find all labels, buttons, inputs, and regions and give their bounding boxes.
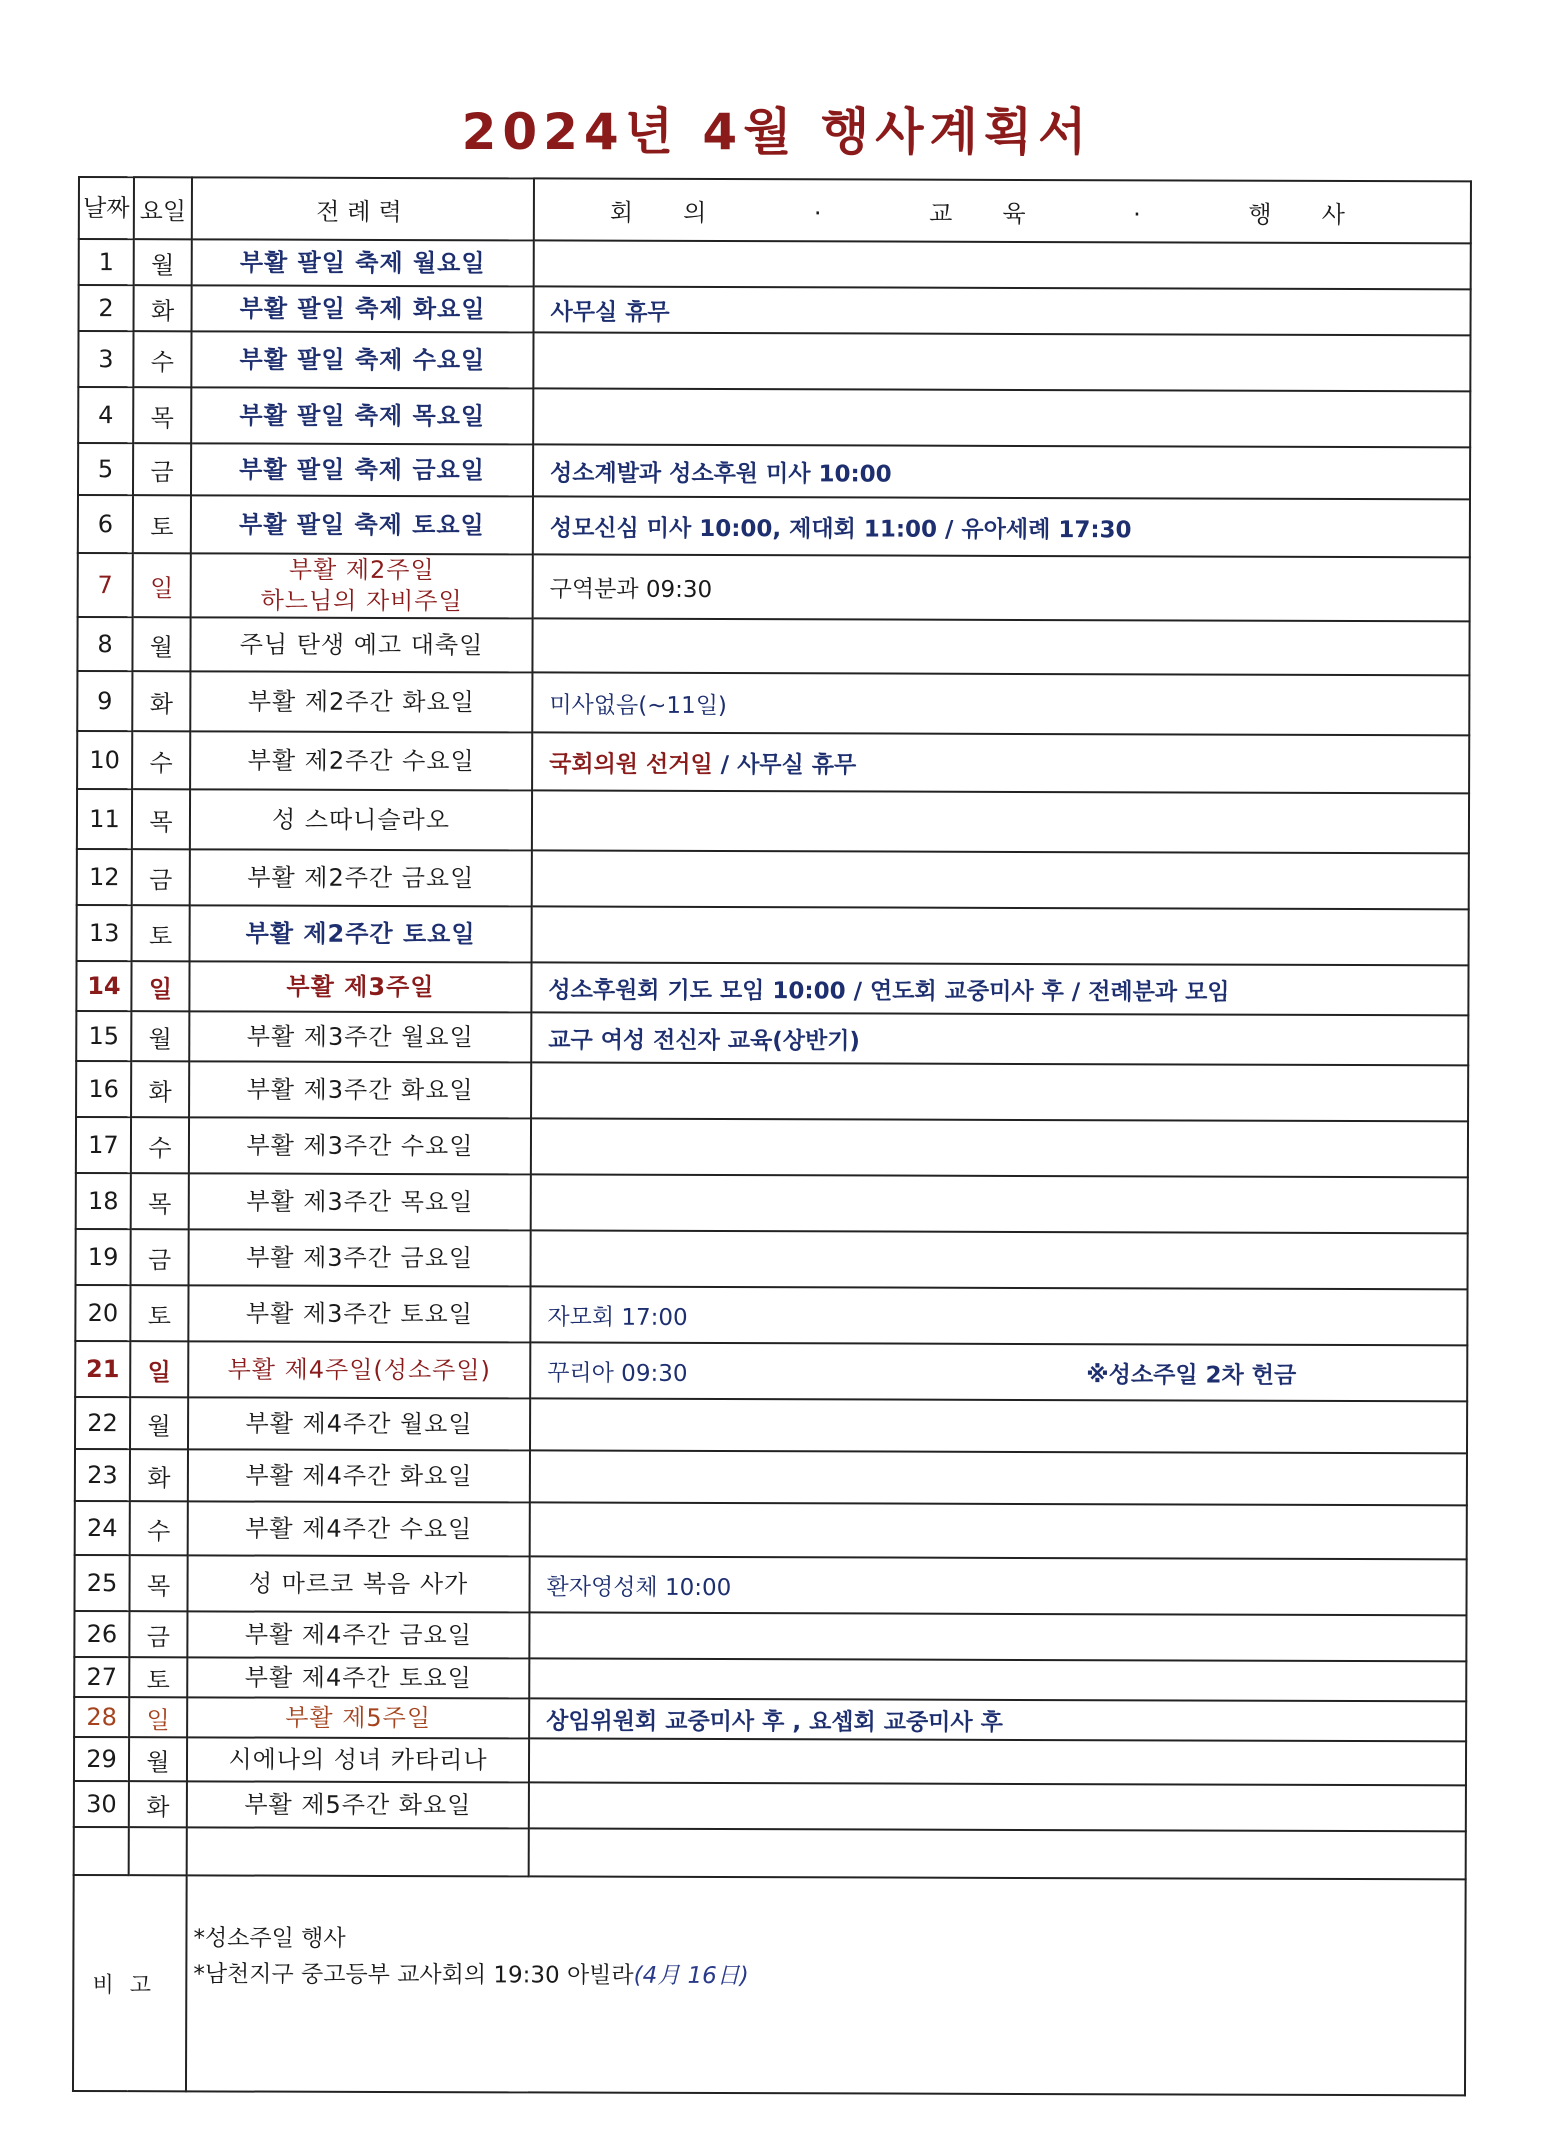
cell-date: 9 <box>77 671 132 731</box>
liturgy-line: 시에나의 성녀 카타리나 <box>228 1744 488 1774</box>
event-text: 성소계발과 성소후원 미사 10:00 <box>550 459 892 488</box>
table-row <box>74 1611 1466 1661</box>
liturgy-line: 부활 제2주간 화요일 <box>247 687 475 716</box>
cell-events <box>529 1556 1466 1615</box>
event-text: 구역분과 09:30 <box>549 575 713 603</box>
table-row <box>77 905 1469 965</box>
table-row <box>78 495 1470 557</box>
cell-events <box>530 1502 1467 1559</box>
liturgy-line: 부활 제2주간 수요일 <box>247 746 475 775</box>
cell-date: 14 <box>76 961 131 1011</box>
cell-weekday: 화 <box>130 1449 188 1501</box>
cell-weekday: 일 <box>129 1697 187 1737</box>
cell-weekday: 목 <box>132 789 190 849</box>
liturgy-line: 부활 팔일 축제 금요일 <box>239 455 485 484</box>
table-row <box>74 1827 1466 1879</box>
cell-weekday: 수 <box>131 1117 189 1173</box>
event-text: 성모신심 미사 10:00, 제대회 11:00 / 유아세례 17:30 <box>549 514 1132 543</box>
table-row <box>76 1117 1468 1177</box>
page-title: 2024년 4월 행사계획서 <box>461 103 1093 161</box>
cell-date: 18 <box>76 1173 131 1229</box>
liturgy-line: 부활 팔일 축제 월요일 <box>239 248 486 277</box>
cell-date: 20 <box>75 1285 130 1341</box>
cell-liturgy <box>187 1555 529 1612</box>
cell-liturgy <box>187 1827 529 1876</box>
cell-date: 8 <box>77 617 132 671</box>
event-text: 꾸리아 09:30 <box>547 1359 688 1387</box>
cell-date: 15 <box>76 1011 131 1061</box>
cell-date: 12 <box>77 849 132 905</box>
liturgy-line: 성 스따니슬라오 <box>271 805 450 834</box>
header-row <box>79 177 1471 243</box>
cell-events <box>530 1342 1467 1401</box>
cell-liturgy <box>190 731 532 790</box>
header-events: 회의 · 교육 · 행사 <box>534 178 1471 243</box>
cell-liturgy <box>191 331 533 388</box>
notes-content <box>186 1875 1466 2095</box>
table-row <box>76 1173 1468 1233</box>
cell-date: 6 <box>78 495 133 553</box>
cell-events <box>534 286 1471 335</box>
liturgy-line: 부활 제2주간 토요일 <box>245 919 476 948</box>
cell-weekday: 월 <box>131 1011 189 1061</box>
liturgy-line <box>188 1851 528 1852</box>
cell-weekday: 월 <box>130 1397 188 1449</box>
cell-liturgy <box>188 1449 530 1502</box>
table-row <box>77 789 1469 853</box>
cell-date: 5 <box>78 443 133 495</box>
event-text: 자모회 17:00 <box>547 1303 688 1331</box>
cell-events <box>532 790 1469 853</box>
cell-date: 21 <box>75 1341 130 1397</box>
cell-weekday: 일 <box>131 961 189 1011</box>
cell-events <box>532 618 1469 675</box>
cell-date: 22 <box>75 1397 130 1449</box>
liturgy-line: 부활 팔일 축제 화요일 <box>239 294 486 323</box>
cell-events <box>532 732 1469 793</box>
cell-liturgy <box>189 1229 531 1286</box>
cell-weekday: 화 <box>129 1781 187 1827</box>
table-row <box>78 387 1470 447</box>
cell-date: 1 <box>79 239 134 285</box>
header-liturgy: 전례력 <box>192 177 534 240</box>
liturgy-line: 부활 제3주일 <box>286 972 435 1001</box>
cell-events <box>529 1828 1466 1879</box>
event-text: 환자영성체 10:00 <box>546 1573 732 1601</box>
cell-liturgy <box>188 1397 530 1450</box>
cell-date: 29 <box>74 1737 129 1781</box>
cell-weekday: 토 <box>130 1285 188 1341</box>
cell-date <box>74 1827 129 1875</box>
notes-row <box>73 1875 1466 2095</box>
cell-weekday: 금 <box>131 1229 189 1285</box>
cell-date: 26 <box>74 1611 129 1657</box>
table-row <box>76 961 1468 1015</box>
cell-events <box>531 1118 1468 1177</box>
table-row <box>77 731 1469 793</box>
liturgy-line: 부활 제5주간 화요일 <box>244 1790 472 1819</box>
table-row <box>77 617 1469 675</box>
liturgy-line: 성 마르코 복음 사가 <box>248 1569 469 1598</box>
table-row <box>77 849 1469 909</box>
cell-weekday: 토 <box>132 905 190 961</box>
cell-liturgy <box>188 1285 530 1342</box>
cell-liturgy <box>190 617 532 672</box>
cell-weekday: 토 <box>129 1657 187 1697</box>
liturgy-line: 부활 제3주간 화요일 <box>246 1075 474 1104</box>
table-row <box>79 239 1471 289</box>
event-note-right: ※성소주일 2차 헌금 <box>1086 1361 1297 1389</box>
cell-date: 13 <box>77 905 132 961</box>
cell-weekday: 수 <box>133 331 191 387</box>
cell-events <box>529 1782 1466 1831</box>
cell-weekday: 월 <box>129 1737 187 1781</box>
liturgy-line-2: 하느님의 자비주일 <box>260 586 463 616</box>
cell-date: 3 <box>78 331 133 387</box>
cell-weekday: 목 <box>133 387 191 443</box>
table-row <box>74 1781 1466 1831</box>
liturgy-line: 부활 제4주간 토요일 <box>244 1663 472 1692</box>
cell-weekday: 월 <box>134 239 192 285</box>
cell-weekday: 금 <box>129 1611 187 1657</box>
cell-liturgy <box>191 387 533 444</box>
cell-date: 25 <box>74 1555 129 1611</box>
cell-events <box>530 1286 1467 1345</box>
table-row <box>79 285 1471 335</box>
table-row <box>78 553 1470 621</box>
event-text: 교구 여성 전신자 교육(상반기) <box>548 1026 860 1054</box>
cell-events <box>529 1612 1466 1661</box>
table-row <box>77 671 1469 735</box>
event-text: 국회의원 선거일 <box>549 750 713 778</box>
cell-events <box>532 850 1469 909</box>
table-row <box>75 1397 1467 1453</box>
cell-events <box>529 1658 1466 1701</box>
liturgy-line: 부활 제2주간 금요일 <box>247 863 475 892</box>
liturgy-line: 부활 제5주일 <box>285 1703 432 1732</box>
notes-label: 비고 <box>73 1875 187 2091</box>
note-line-2-handwritten: (4月 16日) <box>633 1962 749 1990</box>
cell-events <box>533 444 1470 499</box>
cell-date: 16 <box>76 1061 131 1117</box>
cell-weekday: 일 <box>130 1341 188 1397</box>
cell-liturgy <box>187 1697 529 1738</box>
cell-liturgy <box>191 443 533 496</box>
cell-liturgy <box>187 1781 529 1828</box>
table-row <box>76 1061 1468 1121</box>
cell-events <box>531 1230 1468 1289</box>
cell-date: 28 <box>74 1697 129 1737</box>
cell-liturgy <box>188 1341 530 1398</box>
cell-liturgy <box>189 1117 531 1174</box>
event-text: 상임위원회 교중미사 후 , 요셉회 교중미사 후 <box>546 1707 1003 1736</box>
table-row <box>75 1449 1467 1505</box>
cell-date: 7 <box>78 553 133 617</box>
table-row <box>75 1341 1467 1401</box>
cell-liturgy <box>192 285 534 332</box>
table-row <box>74 1697 1466 1741</box>
liturgy-line: 부활 제2주일 <box>288 555 435 585</box>
cell-weekday: 금 <box>133 443 191 495</box>
liturgy-line: 부활 팔일 축제 수요일 <box>239 345 486 374</box>
header-date: 날짜 <box>79 177 134 239</box>
cell-liturgy <box>191 495 533 554</box>
cell-weekday: 월 <box>132 617 190 671</box>
cell-weekday: 화 <box>131 1061 189 1117</box>
cell-events <box>531 962 1468 1015</box>
cell-liturgy <box>189 1173 531 1230</box>
table-row <box>74 1555 1466 1615</box>
cell-events <box>532 672 1469 735</box>
cell-liturgy <box>192 239 534 286</box>
table-row <box>74 1657 1466 1701</box>
cell-weekday: 일 <box>133 553 191 617</box>
note-line-2-text: *남천지구 중고등부 교사회의 19:30 아빌라 <box>193 1961 634 1989</box>
liturgy-line: 부활 제3주간 토요일 <box>245 1299 473 1328</box>
header-dow: 요일 <box>134 177 192 239</box>
cell-events <box>531 1062 1468 1121</box>
cell-date: 2 <box>79 285 134 331</box>
cell-date: 17 <box>76 1117 131 1173</box>
liturgy-line: 부활 제4주일(성소주일) <box>227 1354 491 1384</box>
cell-liturgy <box>191 553 533 618</box>
cell-liturgy <box>187 1737 529 1782</box>
liturgy-line: 부활 제3주간 월요일 <box>246 1022 474 1051</box>
table-row <box>75 1285 1467 1345</box>
cell-date: 19 <box>76 1229 131 1285</box>
event-text: 사무실 휴무 <box>550 298 670 326</box>
cell-events <box>532 906 1469 965</box>
cell-events <box>529 1698 1466 1741</box>
cell-events <box>534 240 1471 289</box>
cell-events <box>530 1450 1467 1505</box>
cell-liturgy <box>190 849 532 906</box>
event-text-extra: / 사무실 휴무 <box>712 751 857 778</box>
cell-events <box>533 554 1470 621</box>
note-line-2 <box>193 1956 1464 1996</box>
cell-weekday: 수 <box>132 731 190 789</box>
cell-liturgy <box>189 1011 531 1062</box>
liturgy-line: 부활 제3주간 목요일 <box>246 1187 474 1216</box>
cell-liturgy <box>190 789 532 850</box>
liturgy-line: 부활 제3주간 금요일 <box>246 1243 474 1272</box>
cell-liturgy <box>187 1657 529 1698</box>
liturgy-line: 주님 탄생 예고 대축일 <box>239 630 484 659</box>
cell-date: 24 <box>75 1501 130 1555</box>
cell-date: 11 <box>77 789 132 849</box>
liturgy-line: 부활 제4주간 금요일 <box>244 1620 472 1649</box>
cell-liturgy <box>188 1501 530 1556</box>
cell-weekday: 화 <box>134 285 192 331</box>
cell-liturgy <box>190 671 532 732</box>
table-row <box>74 1737 1466 1785</box>
cell-events <box>531 1012 1468 1065</box>
table-row <box>76 1011 1468 1065</box>
schedule-table <box>72 176 1472 2096</box>
cell-liturgy <box>190 905 532 962</box>
cell-events <box>533 388 1470 447</box>
table-row <box>78 443 1470 499</box>
cell-events <box>531 1174 1468 1233</box>
cell-events <box>533 496 1470 557</box>
table-row <box>75 1501 1467 1559</box>
liturgy-line: 부활 제4주간 수요일 <box>245 1514 473 1543</box>
cell-weekday: 금 <box>132 849 190 905</box>
cell-date: 10 <box>77 731 132 789</box>
liturgy-line: 부활 제4주간 월요일 <box>245 1409 473 1438</box>
table-row <box>78 331 1470 391</box>
cell-events <box>529 1738 1466 1785</box>
table-row <box>76 1229 1468 1289</box>
cell-events <box>530 1398 1467 1453</box>
cell-date: 27 <box>74 1657 129 1697</box>
liturgy-line: 부활 제4주간 화요일 <box>245 1461 473 1490</box>
cell-weekday: 토 <box>133 495 191 553</box>
cell-weekday: 목 <box>129 1555 187 1611</box>
note-line-1: *성소주일 행사 <box>193 1925 346 1952</box>
liturgy-line: 부활 팔일 축제 토요일 <box>238 510 485 539</box>
cell-liturgy <box>187 1611 529 1658</box>
cell-weekday: 화 <box>132 671 190 731</box>
cell-liturgy <box>189 1061 531 1118</box>
liturgy-line: 부활 제3주간 수요일 <box>246 1131 474 1160</box>
cell-date: 23 <box>75 1449 130 1501</box>
cell-liturgy <box>189 961 531 1012</box>
liturgy-line: 부활 팔일 축제 목요일 <box>239 401 486 430</box>
event-text: 성소후원회 기도 모임 10:00 / 연도회 교중미사 후 / 전례분과 모임 <box>548 976 1230 1006</box>
cell-weekday <box>129 1827 187 1875</box>
cell-events <box>533 332 1470 391</box>
event-text: 미사없음(~11일) <box>549 691 727 719</box>
cell-weekday: 수 <box>130 1501 188 1555</box>
cell-date: 30 <box>74 1781 129 1827</box>
cell-date: 4 <box>78 387 133 443</box>
cell-weekday: 목 <box>131 1173 189 1229</box>
